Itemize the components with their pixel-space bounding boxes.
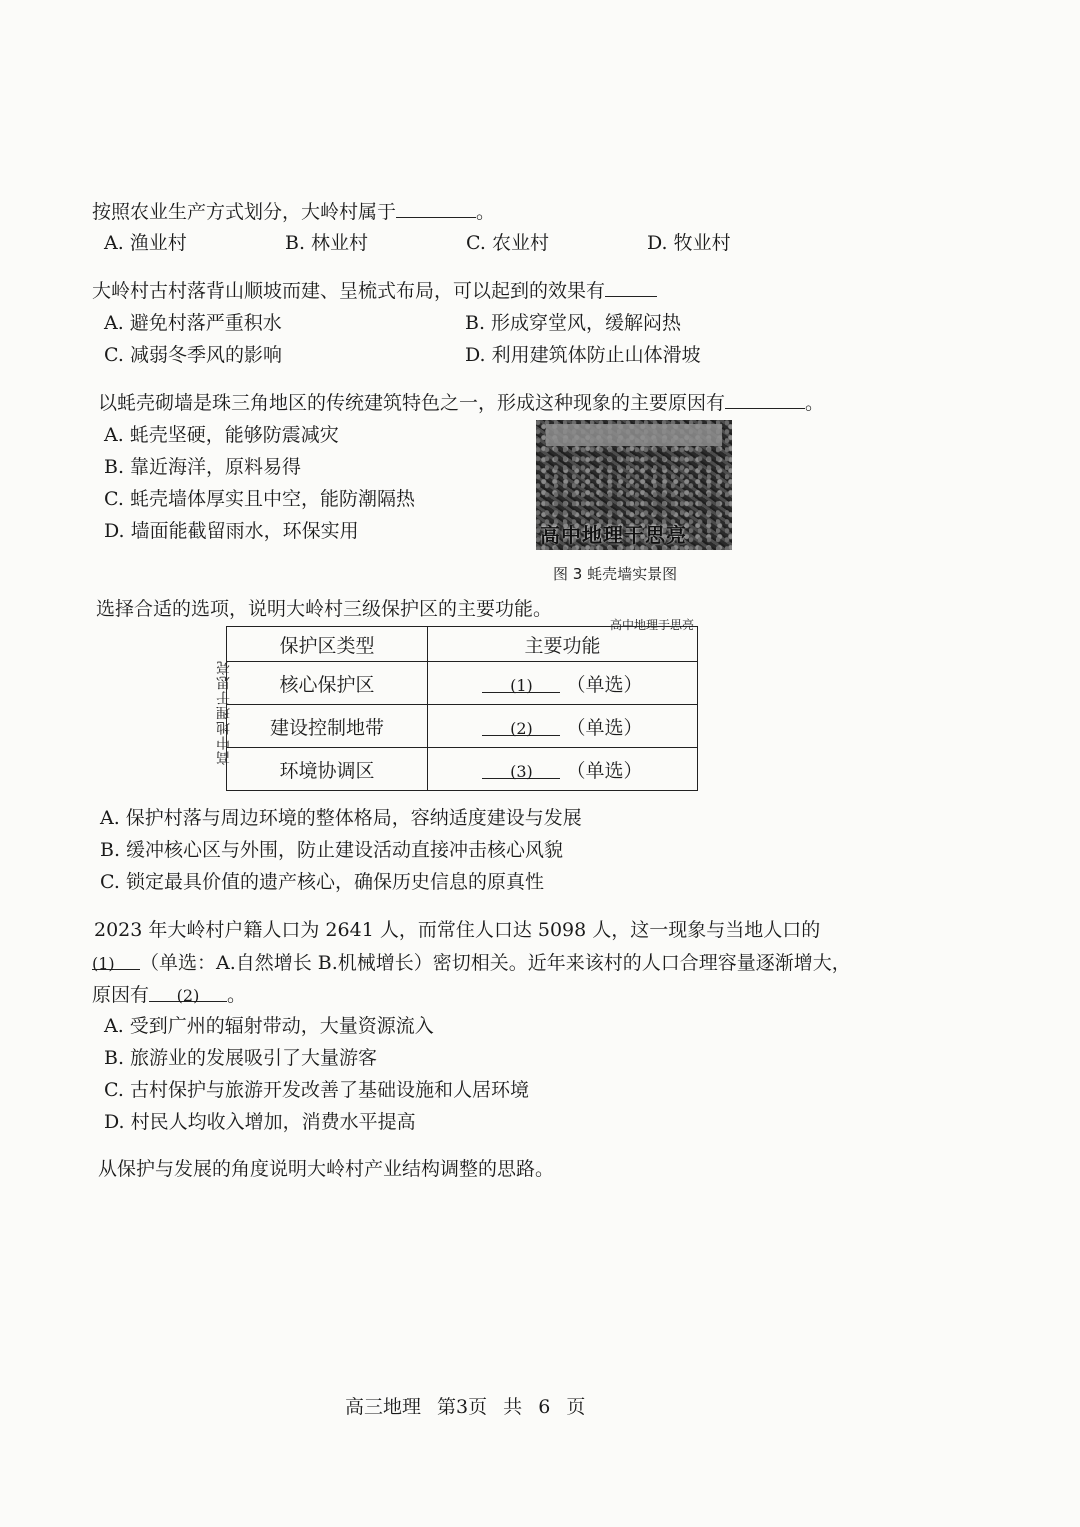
blank-number: (1): [92, 954, 115, 973]
q5-blank-1: [92, 951, 140, 973]
q4-option-b: B. 缓冲核心区与外围，防止建设活动直接冲击核心风貌: [100, 839, 564, 861]
single-choice-note: （单选）: [566, 759, 643, 782]
q1-option-d: D. 牧业村: [647, 232, 731, 254]
blank-number: (2): [510, 718, 533, 738]
answer-blank: [482, 760, 560, 779]
q3-option-c: C. 蚝壳墙体厚实且中空，能防潮隔热: [104, 488, 415, 510]
blank-number: (1): [510, 675, 533, 695]
q2-stem: [92, 278, 657, 303]
q5-option-d: D. 村民人均收入增加，消费水平提高: [104, 1111, 416, 1133]
q1-option-b: B. 林业村: [285, 232, 369, 254]
table-row: [227, 662, 698, 705]
q3-option-a: A. 蚝壳坚硬，能够防震减灾: [104, 424, 339, 446]
q5-blank-2: [149, 983, 227, 1005]
q1-stem-end: 。: [476, 201, 496, 223]
function-cell: [428, 705, 698, 748]
q5-line3-end: 。: [227, 984, 247, 1006]
table-watermark-left: 高中地理于思亮: [216, 660, 232, 765]
table-header-function: 主要功能: [428, 627, 698, 662]
q3-blank: [725, 390, 805, 409]
q1-blank: [396, 199, 476, 218]
q5-option-a: A. 受到广州的辐射带动，大量资源流入: [104, 1015, 434, 1037]
q2-stem-text: 大岭村古村落背山顺坡而建、呈梳式布局，可以起到的效果有: [92, 280, 606, 302]
photo-watermark: 高中地理干思亮: [540, 523, 687, 547]
table-header-row: [227, 627, 698, 662]
q1-stem: [92, 199, 495, 224]
q1-option-a: A. 渔业村: [104, 232, 187, 254]
q1-stem-text: 按照农业生产方式划分，大岭村属于: [92, 201, 397, 223]
q3-stem-text: 以蚝壳砌墙是珠三角地区的传统建筑特色之一，形成这种现象的主要原因有: [98, 392, 726, 414]
q5-line3-text: 原因有: [92, 984, 150, 1006]
blank-number: (3): [510, 761, 533, 781]
q5-line2: [92, 951, 851, 975]
table-row: [227, 705, 698, 748]
function-cell: [428, 662, 698, 705]
single-choice-note: （单选）: [566, 716, 643, 739]
answer-blank: [482, 717, 560, 736]
answer-blank: [482, 674, 560, 693]
q3-stem: [98, 390, 824, 415]
q5-line1: 2023 年大岭村户籍人口为 2641 人，而常住人口达 5098 人，这一现象与当地人口的: [94, 919, 821, 941]
q5-option-b: B. 旅游业的发展吸引了大量游客: [104, 1047, 378, 1069]
q3-option-b: B. 靠近海洋，原料易得: [104, 456, 302, 478]
q5-option-c: C. 古村保护与旅游开发改善了基础设施和人居环境: [104, 1079, 529, 1101]
q4-option-a: A. 保护村落与周边环境的整体格局，容纳适度建设与发展: [100, 807, 582, 829]
function-cell: [428, 748, 698, 791]
q4-stem: 选择合适的选项，说明大岭村三级保护区的主要功能。: [96, 598, 553, 620]
figure-caption: 图 3 蚝壳墙实景图: [553, 565, 678, 583]
q2-blank: [605, 278, 657, 297]
q4-option-c: C. 锁定最具价值的遗产核心，确保历史信息的原真性: [100, 871, 544, 893]
zone-name: 核心保护区: [227, 662, 428, 705]
photo-glare-band: [546, 424, 722, 446]
q3-stem-end: 。: [805, 392, 825, 414]
oyster-shell-wall-photo: [536, 420, 732, 550]
page-footer: 高三地理 第3页 共 6 页: [345, 1396, 586, 1418]
table-watermark-top: 高中地理于思亮: [610, 618, 695, 632]
q2-option-c: C. 减弱冬季风的影响: [104, 344, 282, 366]
zone-name: 建设控制地带: [227, 705, 428, 748]
q2-option-d: D. 利用建筑体防止山体滑坡: [465, 344, 701, 366]
blank-number: (2): [176, 986, 200, 1005]
q1-option-c: C. 农业村: [466, 232, 549, 254]
q5-line3: [92, 983, 246, 1007]
zone-name: 环境协调区: [227, 748, 428, 791]
q6-stem: 从保护与发展的角度说明大岭村产业结构调整的思路。: [98, 1158, 555, 1180]
table-row: [227, 748, 698, 791]
q2-option-a: A. 避免村落严重积水: [104, 312, 282, 334]
q2-option-b: B. 形成穿堂风，缓解闷热: [465, 312, 682, 334]
protection-zone-table: [226, 626, 698, 791]
table-header-zone: 保护区类型: [227, 627, 428, 662]
single-choice-note: （单选）: [566, 673, 643, 696]
q3-option-d: D. 墙面能截留雨水，环保实用: [104, 520, 359, 542]
q5-line2-text: （单选：A.自然增长 B.机械增长）密切相关。近年来该村的人口合理容量逐渐增大，: [140, 952, 851, 974]
